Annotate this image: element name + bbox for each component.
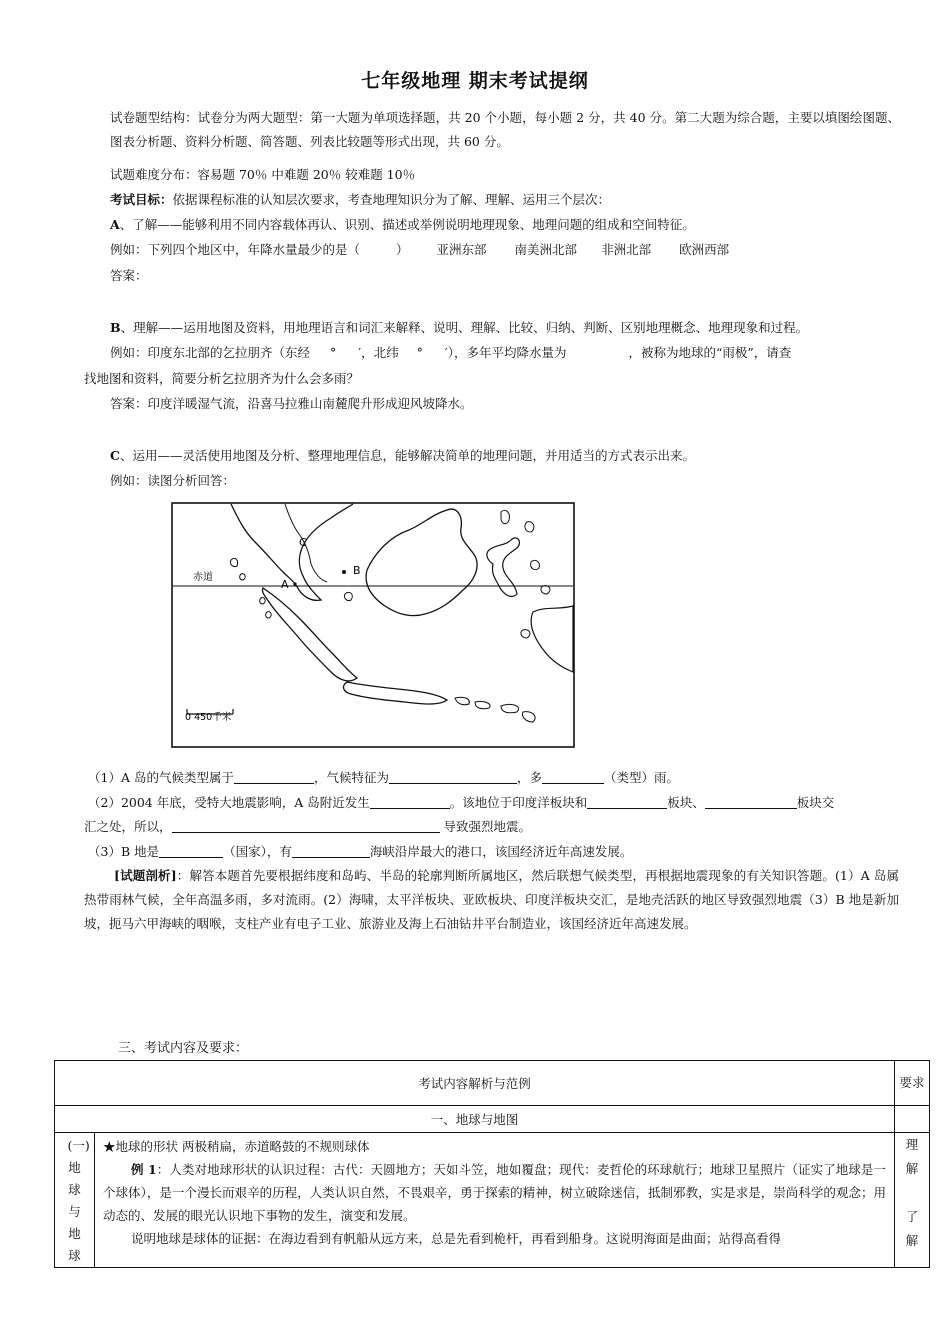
level-c-text: 、运用——灵活使用地图及分析、整理地理信息，能够解决简单的地理问题，并用适当的方式表示出来。 xyxy=(119,448,695,463)
exam-goal-label: 考试目标： xyxy=(110,192,173,207)
level-a-text: 、了解——能够利用不同内容载体再认、识别、描述或举例说明地理现象、地理问题的组成和空间特征。 xyxy=(119,217,695,232)
level-b-example-cont: 找地图和资料，简要分析乞拉朋齐为什么会多雨？ xyxy=(84,371,360,386)
level-c-label: C xyxy=(110,448,120,463)
level-b-text: 、理解——运用地图及资料，用地理语言和词汇来解释、说明、理解、比较、归纳、判断、区别地理概念、地理现象和过程。 xyxy=(120,320,809,335)
level-a xyxy=(110,213,900,237)
example-1: 例 1：人类对地球形状的认识过程：古代：天圆地方；天如斗笠，地如覆盘；现代：麦哲伦的环球航行；地球卫星照片（证实了地球是一个球体），是一个漫长而艰辛的历程，人类认识自然，不畏艰辛，勇于探索的精神，树立破除迷信，抵制邪教，实是求是，崇尚科学的观念；用动态的、发展的眼光认识地下事物的发生，演变和发展。 xyxy=(103,1162,887,1223)
chapter-title: 一、地球与地图 xyxy=(55,1106,895,1133)
analysis-text: ：解答本题首先要根据纬度和岛屿、半岛的轮廓判断所属地区，然后联想气候类型，再根据地震现象的有关知识答题。(1）A 岛属热带雨林气候，全年高温多雨，多对流雨。(2）海啸，太平洋板块、亚欧板块、印度洋板块交汇，是地壳活跃的地区导致强烈地震（3）B 地是新加坡，扼马六甲海峡的咽喉，支柱产业有电子工业、旅游业及海上石油钻井平台制造业，该国经济近年高速发展。 xyxy=(84,868,899,931)
chapter-row xyxy=(55,1106,930,1133)
equator-label: 赤道 xyxy=(193,572,213,583)
level-c xyxy=(110,444,900,468)
level-b-example: 例如：印度东北部的乞拉朋齐（东经 ° ′，北纬 ° ′），多年平均降水量为 ，被称为地球的“雨极”，请查 xyxy=(110,345,792,360)
map-label-c: C xyxy=(299,536,307,549)
difficulty-distribution: 试题难度分布：容易题 70％ 中难题 20％ 较难题 10％ xyxy=(110,167,416,182)
question-1: （1）A 岛的气候类型属于 ，气候特征为 ，多 （类型）雨。 xyxy=(88,770,680,785)
map-label-a: A xyxy=(281,578,289,591)
requirements-table xyxy=(54,1060,930,1268)
header-requirement: 要求 xyxy=(895,1061,930,1106)
option-africa-north: 非洲北部 xyxy=(601,242,652,257)
question-2-cont: 汇之处，所以， 导致强烈地震。 xyxy=(84,819,532,834)
point-a-marker xyxy=(293,582,296,585)
map-frame xyxy=(172,503,574,747)
earth-evidence: 说明地球是球体的证据：在海边看到有帆船从远方来，总是先看到桅杆，再看到船身。这说明海面是曲面；站得高看得 xyxy=(131,1231,782,1246)
level-a-label: A xyxy=(110,217,120,232)
earth-shape: ★地球的形状 两极稍扁，赤道略鼓的不规则球体 xyxy=(103,1139,370,1154)
page-title: 七年级地理 期末考试提纲 xyxy=(361,70,589,92)
content-cell xyxy=(95,1133,895,1268)
table-row xyxy=(55,1133,930,1268)
level-a-example: 例如：下列四个地区中，年降水量最少的是（ ） 亚洲东部 南美洲北部 非洲北部 欧洲西部 xyxy=(110,242,730,257)
option-europe-west: 欧洲西部 xyxy=(679,242,730,257)
analysis xyxy=(84,864,899,936)
level-b xyxy=(110,316,900,340)
level-c-example: 例如：读图分析回答： xyxy=(110,473,236,488)
level-b-answer: 答案：印度洋暖湿气流，沿喜马拉雅山南麓爬升形成迎风坡降水。 xyxy=(110,396,473,411)
header-content: 考试内容解析与范例 xyxy=(55,1061,895,1106)
exam-goal-text: 依据课程标准的认知层次要求，考查地理知识分为了解、理解、运用三个层次： xyxy=(172,192,611,207)
question-3: （3）B 地是 （国家），有 海峡沿岸最大的港口，该国经济近年高速发展。 xyxy=(88,844,633,859)
analysis-label: [试题剖析] xyxy=(114,868,177,883)
row-label: (一)地球与地球 xyxy=(55,1133,95,1268)
map-label-b: B xyxy=(353,564,361,577)
question-2: （2）2004 年底，受特大地震影响，A 岛附近发生 。该地位于印度洋板块和 板块、 板块交 xyxy=(88,795,835,810)
row-requirement: 理 解 了 解 xyxy=(895,1133,930,1268)
southeast-asia-map xyxy=(171,502,575,748)
level-a-answer: 答案： xyxy=(110,268,148,283)
point-b-marker xyxy=(342,570,346,574)
scale-label: 0 450千米 xyxy=(185,712,232,723)
option-south-america-north: 南美洲北部 xyxy=(514,242,578,257)
option-asia-east: 亚洲东部 xyxy=(436,242,487,257)
exam-structure: 试卷题型结构：试卷分为两大题型：第一大题为单项选择题，共 20 个小题，每小题 2 分，共 40 分。第二大题为综合题，主要以填图绘图题、图表分析题、资料分析题、简答题、列表比较题等形式出现，共 60 分。 xyxy=(110,110,900,149)
exam-goal xyxy=(110,188,900,212)
table-header-row xyxy=(55,1061,930,1106)
level-b-label: B xyxy=(110,320,121,335)
section-3-title: 三、考试内容及要求： xyxy=(118,1041,249,1056)
